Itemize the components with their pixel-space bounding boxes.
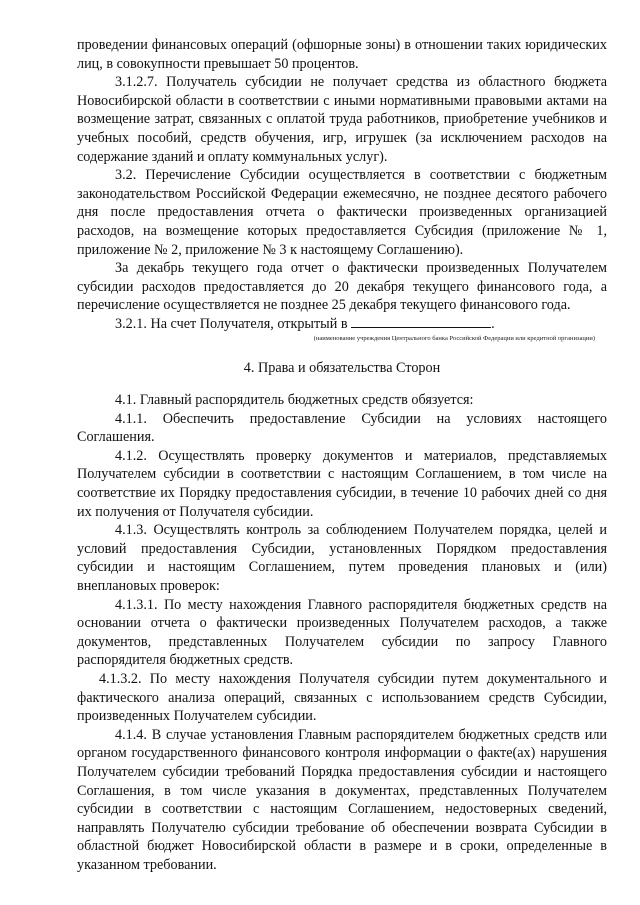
account-period: .: [491, 315, 495, 332]
paragraph-3-2-1: [77, 315, 607, 334]
paragraph-3-2: 3.2. Перечисление Субсидии осуществляется в соответствии с бюджетным законодательством Российской Федерации ежемесячно, не позднее десятого рабочего дня после предоставления отчета о фактически произведенных организацией расходов, на возмещение которых предоставляется Субсидия (приложение № 1, приложение № 2, приложение № 3 к настоящему Соглашению).: [77, 167, 607, 258]
document-page: [77, 36, 607, 875]
paragraph-4-1-1: 4.1.1. Обеспечить предоставление Субсидии на условиях настоящего Соглашения.: [77, 410, 607, 446]
bank-name-note: (наименование учреждения Центрального банка Российской Федерации или кредитной организации): [313, 334, 595, 342]
paragraph-december: За декабрь текущего года отчет о фактически произведенных Получателем субсидии расходов предоставляется до 20 декабря текущего финансового года, а перечисление осуществляется не позднее 25 декабря текущего финансового года.: [77, 260, 607, 314]
paragraph-offshore: проведении финансовых операций (офшорные зоны) в отношении таких юридических лиц, в совокупности превышает 50 процентов.: [77, 37, 607, 72]
bank-name-blank: [351, 315, 491, 328]
paragraph-4-1-3-1: 4.1.3.1. По месту нахождения Главного распорядителя бюджетных средств на основании отчета о фактически произведенных Получателем расходов, а также документов, представленных Получателем субсидии по запросу Главного распорядителя бюджетных средств.: [77, 596, 607, 669]
section-heading: 4. Права и обязательства Сторон: [243, 359, 441, 376]
paragraph-4-1-2: 4.1.2. Осуществлять проверку документов и материалов, представляемых Получателем субсидии в соответствии с настоящим Соглашением, в том числе на соответствие их Порядку предоставления субсидии, в течение 10 рабочих дней со дня их получения от Получателя субсидии.: [77, 447, 607, 520]
account-label: 3.2.1. На счет Получателя, открытый в: [115, 315, 348, 332]
paragraph-4-1: 4.1. Главный распорядитель бюджетных средств обязуется:: [115, 392, 474, 409]
paragraph-4-1-3-2: 4.1.3.2. По месту нахождения Получателя субсидии путем документального и фактического анализа операций, связанных с использованием средств Субсидии, произведенных Получателем субсидии.: [77, 671, 607, 725]
paragraph-4-1-4: 4.1.4. В случае установления Главным распорядителем бюджетных средств или органом государственного финансового контроля информации о факте(ах) нарушения Получателем субсидии требований Порядка предоставления субсидии и настоящего Соглашения, в том числе указания в документах, представленных Получателем субсидии в соответствии с настоящим Соглашением, недостоверных сведений, направлять Получателю субсидии требование об обеспечении возврата Субсидии в областной бюджет Новосибирской области в размере и в сроки, определенные в указанном требовании.: [77, 726, 607, 873]
paragraph-4-1-3: 4.1.3. Осуществлять контроль за соблюдением Получателем порядка, целей и условий предоставления Субсидии, установленных Порядком предоставления субсидии и настоящим Соглашением, путем проведения плановых и (или) внеплановых проверок:: [77, 522, 607, 595]
paragraph-3-1-2-7: 3.1.2.7. Получатель субсидии не получает средства из областного бюджета Новосибирской области в соответствии с иными нормативными правовыми актами на возмещение затрат, связанных с оплатой труда работников, приобретение учебников и учебных пособий, средств обучения, игр, игрушек (за исключением расходов на содержание зданий и оплату коммунальных услуг).: [77, 74, 607, 165]
